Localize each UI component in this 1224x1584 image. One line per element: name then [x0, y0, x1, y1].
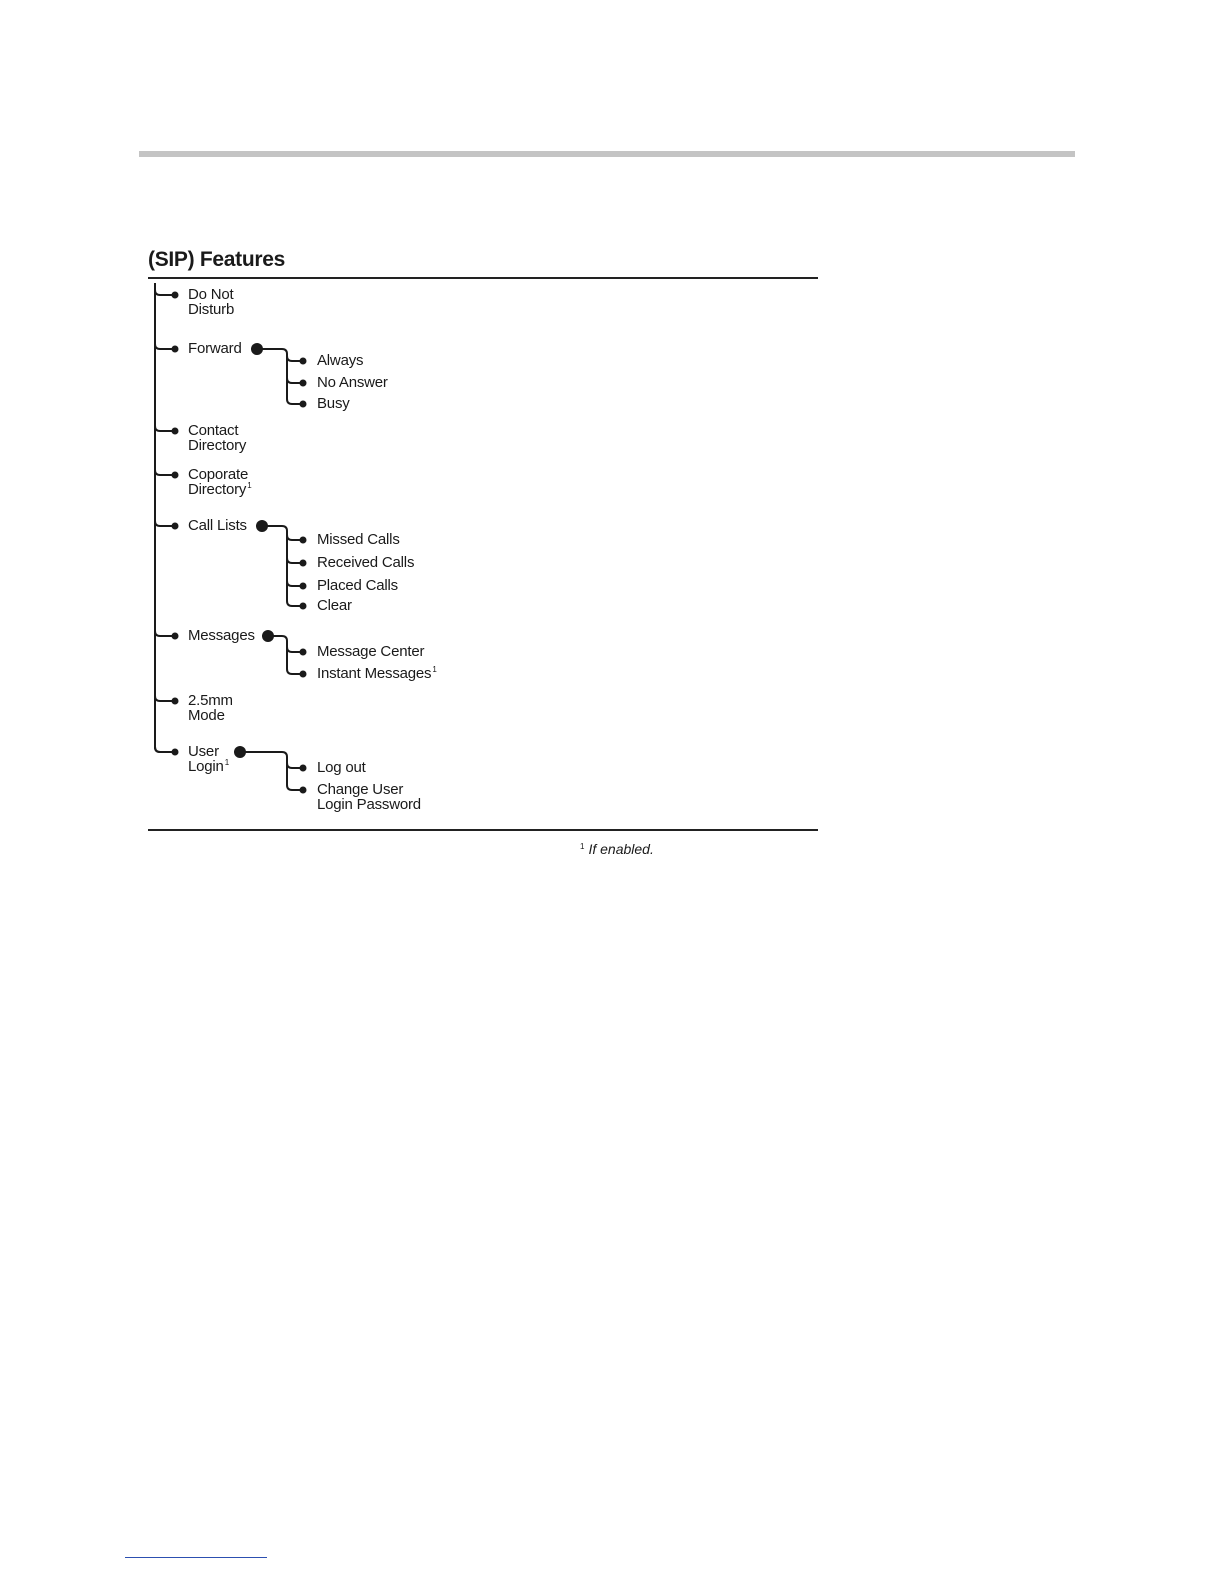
menu-item-contact-directory-line: Contact — [188, 422, 239, 439]
submenu-item-missed-calls-line: Missed Calls — [317, 531, 400, 548]
header-rule — [139, 151, 1075, 157]
submenu-item-received-calls[interactable] — [317, 555, 414, 570]
submenu-item-missed-calls-bullet — [300, 537, 307, 544]
submenu-item-no-answer-bullet — [300, 380, 307, 387]
menu-item-forward-bullet — [172, 346, 179, 353]
submenu-item-clear[interactable] — [317, 598, 352, 613]
menu-item-user-login-line: User — [188, 743, 219, 760]
submenu-item-placed-calls-line: Placed Calls — [317, 577, 398, 594]
menu-item-user-login-submenu-connector — [240, 752, 287, 757]
submenu-item-placed-calls-bullet — [300, 583, 307, 590]
menu-item-do-not-disturb-line: Do Not — [188, 286, 234, 303]
submenu-item-always-line: Always — [317, 352, 364, 369]
submenu-item-received-calls-bullet — [300, 560, 307, 567]
submenu-item-missed-calls[interactable] — [317, 532, 400, 547]
submenu-item-no-answer[interactable] — [317, 375, 388, 390]
menu-item-coporate-directory[interactable] — [188, 467, 251, 497]
submenu-item-busy-bullet — [300, 401, 307, 408]
submenu-item-always[interactable] — [317, 353, 363, 368]
menu-item-user-login-line: Login — [188, 758, 224, 775]
submenu-item-change-user-login-password-bullet — [300, 787, 307, 794]
menu-item-contact-directory-bullet — [172, 428, 179, 435]
menu-item-do-not-disturb-line: Disturb — [188, 301, 235, 318]
menu-item-user-login-bullet — [172, 749, 179, 756]
page-title: (SIP) Features — [148, 248, 286, 271]
submenu-item-message-center-line: Message Center — [317, 643, 425, 660]
submenu-item-change-user-login-password-line: Login Password — [317, 796, 421, 813]
tree-trunk — [155, 283, 160, 752]
submenu-item-placed-calls[interactable] — [317, 578, 398, 593]
title-underline — [148, 277, 818, 279]
submenu-item-change-user-login-password[interactable] — [317, 782, 421, 812]
menu-item-messages-bullet — [172, 633, 179, 640]
submenu-item-instant-messages[interactable] — [317, 666, 437, 681]
menu-item-2-5mm-mode[interactable] — [188, 693, 233, 723]
menu-item-messages[interactable] — [188, 628, 255, 643]
menu-item-2-5mm-mode-bullet — [172, 698, 179, 705]
menu-item-contact-directory-line: Directory — [188, 437, 247, 454]
menu-item-user-login[interactable] — [188, 744, 229, 774]
menu-item-call-lists-line: Call Lists — [188, 517, 247, 534]
footer-link-underline — [125, 1557, 267, 1558]
menu-item-contact-directory[interactable] — [188, 423, 246, 453]
submenu-item-no-answer-line: No Answer — [317, 374, 388, 391]
menu-item-coporate-directory-line: Coporate — [188, 466, 249, 483]
bottom-rule — [148, 829, 818, 831]
footnote — [580, 841, 654, 857]
submenu-item-change-user-login-password-line: Change User — [317, 781, 404, 798]
menu-item-2-5mm-mode-line: Mode — [188, 707, 225, 724]
menu-item-messages-line: Messages — [188, 627, 255, 644]
submenu-item-log-out[interactable] — [317, 760, 366, 775]
footnote-text: If enabled. — [588, 841, 654, 857]
submenu-item-clear-line: Clear — [317, 597, 352, 614]
menu-item-2-5mm-mode-line: 2.5mm — [188, 692, 233, 709]
submenu-item-busy[interactable] — [317, 396, 350, 411]
menu-item-do-not-disturb-bullet — [172, 292, 179, 299]
menu-item-coporate-directory-line: Directory — [188, 481, 247, 498]
footnote-ref: 1 — [247, 481, 252, 490]
submenu-item-message-center[interactable] — [317, 644, 424, 659]
footnote-ref: 1 — [224, 758, 229, 767]
submenu-item-received-calls-line: Received Calls — [317, 554, 415, 571]
footnote-ref: 1 — [432, 665, 437, 674]
menu-item-do-not-disturb[interactable] — [188, 287, 234, 317]
menu-item-call-lists-bullet — [172, 523, 179, 530]
menu-item-forward-line: Forward — [188, 340, 242, 357]
menu-item-call-lists[interactable] — [188, 518, 247, 533]
footnote-mark: 1 — [580, 842, 585, 851]
submenu-item-instant-messages-bullet — [300, 671, 307, 678]
menu-item-coporate-directory-bullet — [172, 472, 179, 479]
submenu-item-always-bullet — [300, 358, 307, 365]
submenu-item-log-out-bullet — [300, 765, 307, 772]
menu-item-forward[interactable] — [188, 341, 242, 356]
submenu-item-log-out-line: Log out — [317, 759, 366, 776]
submenu-item-clear-bullet — [300, 603, 307, 610]
submenu-item-instant-messages-line: Instant Messages — [317, 665, 432, 682]
submenu-item-busy-line: Busy — [317, 395, 350, 412]
submenu-item-message-center-bullet — [300, 649, 307, 656]
